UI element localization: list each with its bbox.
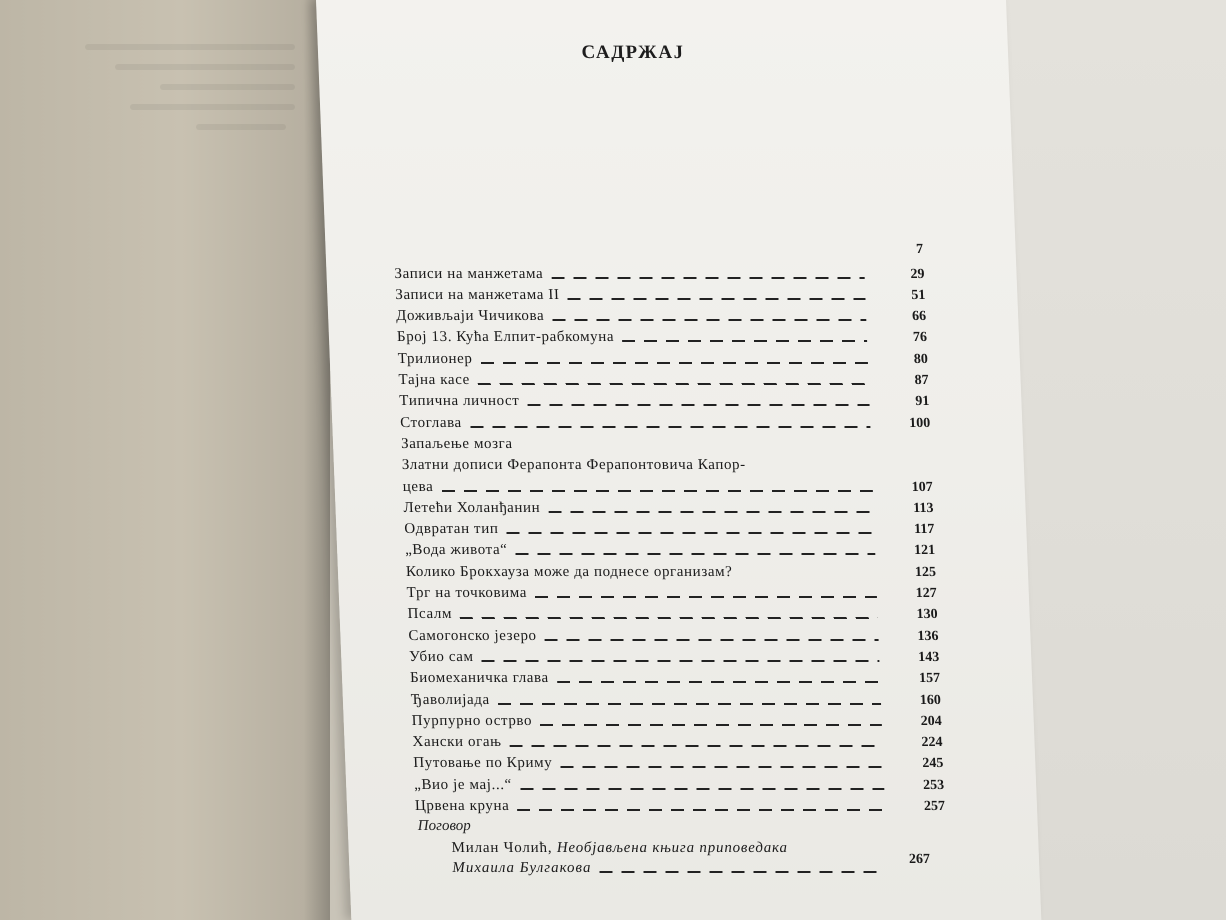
- leader-dashes: [460, 617, 878, 619]
- toc-entry-title: Тајна касе: [398, 372, 471, 389]
- toc-entry: [403, 496, 934, 517]
- toc-entry: [414, 772, 945, 793]
- toc-entry-page: 257: [923, 799, 946, 815]
- toc-entry-page: 245: [922, 756, 944, 772]
- toc-entry-title: Златни дописи Ферапонта Ферапонтовича Капор-: [401, 457, 747, 474]
- table-of-contents: [393, 240, 945, 815]
- leader-dashes: [510, 745, 883, 747]
- toc-entry-title: Црвена круна: [414, 798, 510, 815]
- toc-entry-page: 7: [915, 242, 924, 257]
- afterword-work-title: Необјављена књига приповедака: [556, 840, 789, 856]
- toc-entry-title: Путовање по Криму: [413, 755, 553, 772]
- leader-dashes: [560, 766, 883, 768]
- toc-entry-page: 80: [913, 351, 929, 367]
- toc-entry-title: „Вио је мај...“: [413, 776, 513, 793]
- leader-dashes: [557, 681, 880, 683]
- toc-entry: [401, 453, 932, 474]
- toc-entry: [405, 538, 936, 559]
- toc-entry: [397, 346, 928, 367]
- toc-entry: [408, 623, 939, 644]
- toc-entry-page: 87: [914, 373, 929, 389]
- page-title: САДРЖАЈ: [581, 42, 685, 63]
- toc-entry-page: 76: [912, 330, 928, 346]
- bleed-through-text: [10, 30, 310, 144]
- leader-dashes: [516, 553, 876, 555]
- toc-entry-title: „Вода живота“: [404, 542, 508, 559]
- leader-dashes: [520, 788, 884, 790]
- toc-entry-title: Запаљење мозга: [400, 435, 513, 452]
- afterword-entry-continued: [452, 860, 893, 877]
- leader-dashes: [498, 703, 881, 705]
- left-page: [0, 0, 330, 920]
- toc-entry-page: 136: [917, 628, 939, 644]
- toc-entry-title: Колико Брокхауза може да поднесе организам?: [405, 563, 733, 580]
- leader-dashes: [478, 383, 869, 385]
- leader-dashes: [528, 404, 870, 406]
- toc-entry: [407, 602, 938, 623]
- toc-entry: [405, 559, 936, 580]
- toc-entry: [404, 517, 935, 538]
- toc-entry-page: 253: [922, 777, 945, 793]
- toc-entry-page: 121: [913, 543, 936, 559]
- toc-entry: [394, 261, 925, 282]
- leader-dashes: [535, 596, 877, 598]
- toc-entry-page: 160: [919, 692, 942, 708]
- toc-entry-title: цева: [402, 478, 434, 495]
- toc-entry: [396, 325, 927, 346]
- toc-entry-page: 157: [918, 671, 941, 687]
- afterword-work-title-continued: Михаила Булгакова: [452, 860, 592, 876]
- afterword-author: Милан Чолић,: [451, 840, 553, 856]
- toc-entry-page: 91: [915, 394, 930, 410]
- toc-entry: [398, 368, 929, 389]
- toc-entry: [396, 304, 927, 325]
- toc-entry-page: 117: [913, 522, 935, 538]
- leader-dashes: [545, 639, 879, 641]
- toc-entry-page: 125: [914, 564, 937, 580]
- toc-entry: [411, 709, 942, 730]
- toc-entry: [409, 645, 940, 666]
- toc-entry: [402, 474, 933, 495]
- toc-entry-title: Биомеханичка глава: [409, 670, 550, 687]
- toc-entry-title: Типична личност: [399, 393, 520, 410]
- toc-entry: [401, 432, 932, 453]
- toc-entry: [413, 751, 944, 772]
- afterword-page: 267: [908, 852, 931, 867]
- toc-entry-title: Стоглава: [399, 414, 463, 431]
- toc-entry-page: 51: [911, 287, 926, 303]
- toc-entry: [399, 389, 930, 410]
- toc-entry-page: 100: [908, 415, 931, 431]
- leader-dashes: [470, 426, 871, 428]
- toc-entry-title: Летећи Холанђанин: [403, 499, 541, 516]
- toc-entry-title: Хански огањ: [412, 734, 502, 751]
- leader-dashes: [540, 724, 882, 726]
- toc-entry-page: 107: [911, 479, 933, 495]
- toc-entry-title: Псалм: [407, 606, 453, 623]
- book-page: [316, 0, 1041, 920]
- toc-entry-page: 66: [911, 309, 927, 325]
- leader-dashes: [517, 809, 885, 811]
- leader-dashes: [482, 660, 880, 662]
- leader-dashes: [551, 277, 864, 279]
- toc-entry-title: Трг на точковима: [406, 585, 528, 602]
- leader-dashes: [481, 362, 868, 364]
- leader-dashes: [507, 532, 875, 534]
- toc-entry-page: 113: [913, 500, 934, 516]
- toc-entry: [412, 730, 943, 751]
- toc-entry-page: 127: [915, 586, 938, 602]
- toc-entry: [393, 240, 924, 261]
- toc-entry-title: Самогонско језеро: [408, 627, 537, 644]
- leader-dashes: [568, 298, 866, 300]
- toc-entry-page: 204: [920, 713, 942, 729]
- toc-entry-page: 224: [921, 735, 943, 751]
- toc-entry-title: Убио сам: [408, 648, 474, 665]
- leader-dashes: [552, 319, 866, 321]
- toc-entry: [410, 687, 941, 708]
- toc-entry-page: 143: [917, 649, 940, 665]
- toc-entry-title: Пурпурно острво: [411, 712, 533, 729]
- toc-entry-title: Ђаволијада: [410, 691, 491, 708]
- toc-entry-page: 29: [910, 266, 925, 282]
- toc-entry-title: Број 13. Кућа Елпит-рабкомуна: [396, 329, 615, 346]
- toc-entry: [414, 794, 945, 815]
- leader-dashes: [441, 490, 872, 492]
- afterword-label: Поговор: [417, 818, 472, 834]
- toc-entry-title: Записи на манжетама: [394, 265, 544, 282]
- toc-entry: [410, 666, 941, 687]
- toc-entry: [395, 283, 926, 304]
- leader-dashes: [622, 340, 867, 342]
- afterword-entry: [451, 840, 788, 857]
- toc-entry: [406, 581, 937, 602]
- toc-entry-title: Трилионер: [397, 350, 473, 367]
- leader-dashes: [600, 871, 883, 873]
- toc-entry: [400, 410, 931, 431]
- toc-entry-title: Одвратан тип: [404, 521, 499, 538]
- leader-dashes: [548, 511, 873, 513]
- toc-entry-title: Доживљаји Чичикова: [395, 308, 545, 325]
- toc-entry-page: 130: [916, 607, 938, 623]
- toc-entry-title: Записи на манжетама II: [395, 286, 560, 303]
